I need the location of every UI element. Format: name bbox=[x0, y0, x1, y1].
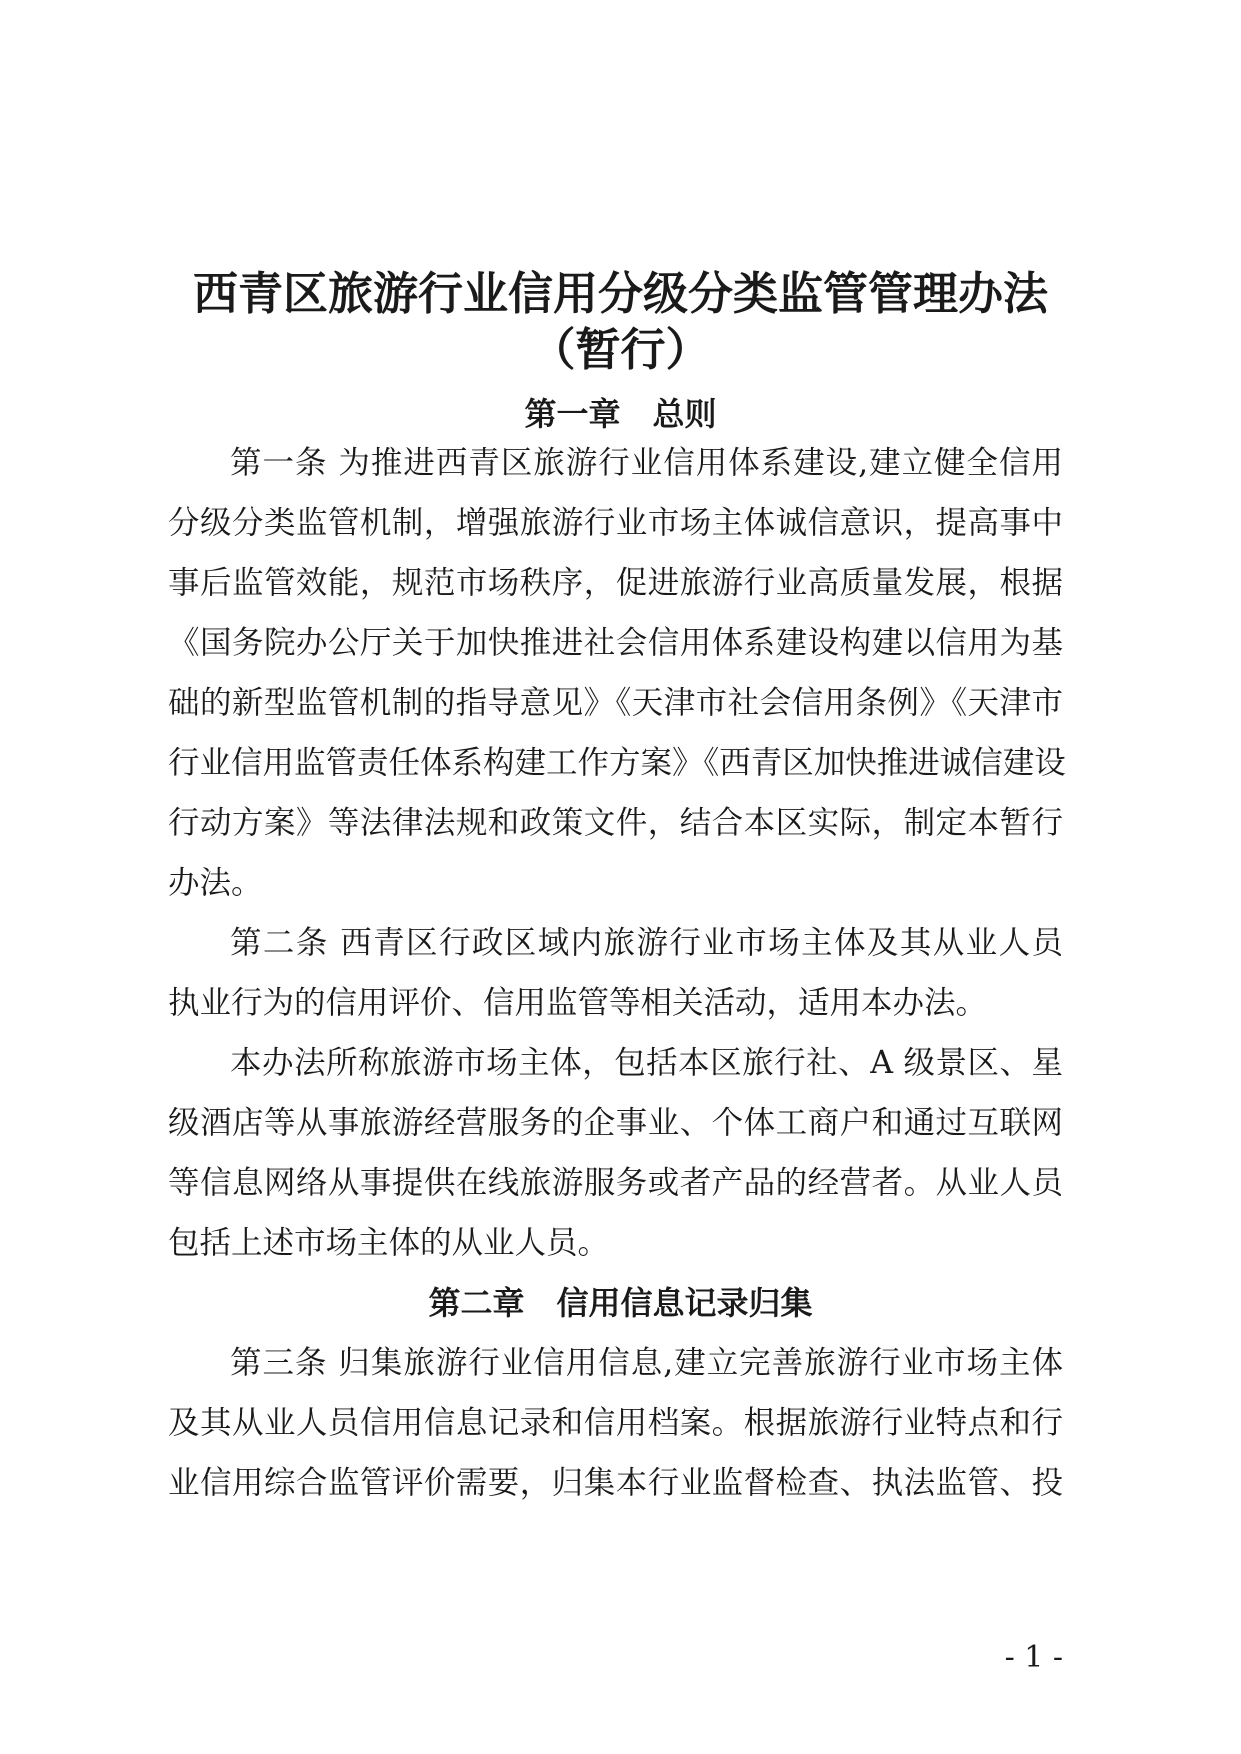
text-line: 及其从业人员信用信息记录和信用档案。根据旅游行业特点和行 bbox=[168, 1405, 1063, 1441]
chapter-1-heading: 第一章 总则 bbox=[524, 395, 717, 433]
chapter-2-heading: 第二章 信用信息记录归集 bbox=[428, 1284, 813, 1322]
text-line: 办法。 bbox=[168, 865, 263, 901]
text-line: 本办法所称旅游市场主体，包括本区旅行社、A 级景区、星 bbox=[230, 1045, 1063, 1081]
text-line: 第一条 为推进西青区旅游行业信用体系建设,建立健全信用 bbox=[230, 445, 1063, 481]
text-line: 行动方案》等法律法规和政策文件，结合本区实际，制定本暂行 bbox=[168, 805, 1063, 841]
text-line: 包括上述市场主体的从业人员。 bbox=[168, 1225, 610, 1261]
text-line: 业信用综合监管评价需要，归集本行业监督检查、执法监管、投 bbox=[168, 1465, 1063, 1501]
text-line: 行业信用监管责任体系构建工作方案》《西青区加快推进诚信建设 bbox=[168, 745, 1066, 781]
document-title: 西青区旅游行业信用分级分类监管管理办法 bbox=[192, 267, 1048, 320]
text-line: 础的新型监管机制的指导意见》《天津市社会信用条例》《天津市 bbox=[168, 685, 1063, 721]
text-line: 事后监管效能，规范市场秩序，促进旅游行业高质量发展，根据 bbox=[168, 565, 1063, 601]
document-subtitle: （暂行） bbox=[530, 323, 711, 376]
text-line: 级酒店等从事旅游经营服务的企事业、个体工商户和通过互联网 bbox=[168, 1105, 1063, 1141]
text-line: 第三条 归集旅游行业信用信息,建立完善旅游行业市场主体 bbox=[230, 1345, 1063, 1381]
text-line: 第二条 西青区行政区域内旅游行业市场主体及其从业人员 bbox=[230, 925, 1063, 961]
text-line: 《国务院办公厅关于加快推进社会信用体系建设构建以信用为基 bbox=[168, 625, 1063, 661]
page-number: - 1 - bbox=[1004, 1640, 1063, 1675]
text-line: 等信息网络从事提供在线旅游服务或者产品的经营者。从业人员 bbox=[168, 1165, 1063, 1201]
text-line: 分级分类监管机制，增强旅游行业市场主体诚信意识，提高事中 bbox=[168, 505, 1063, 541]
text-line: 执业行为的信用评价、信用监管等相关活动，适用本办法。 bbox=[168, 985, 988, 1021]
